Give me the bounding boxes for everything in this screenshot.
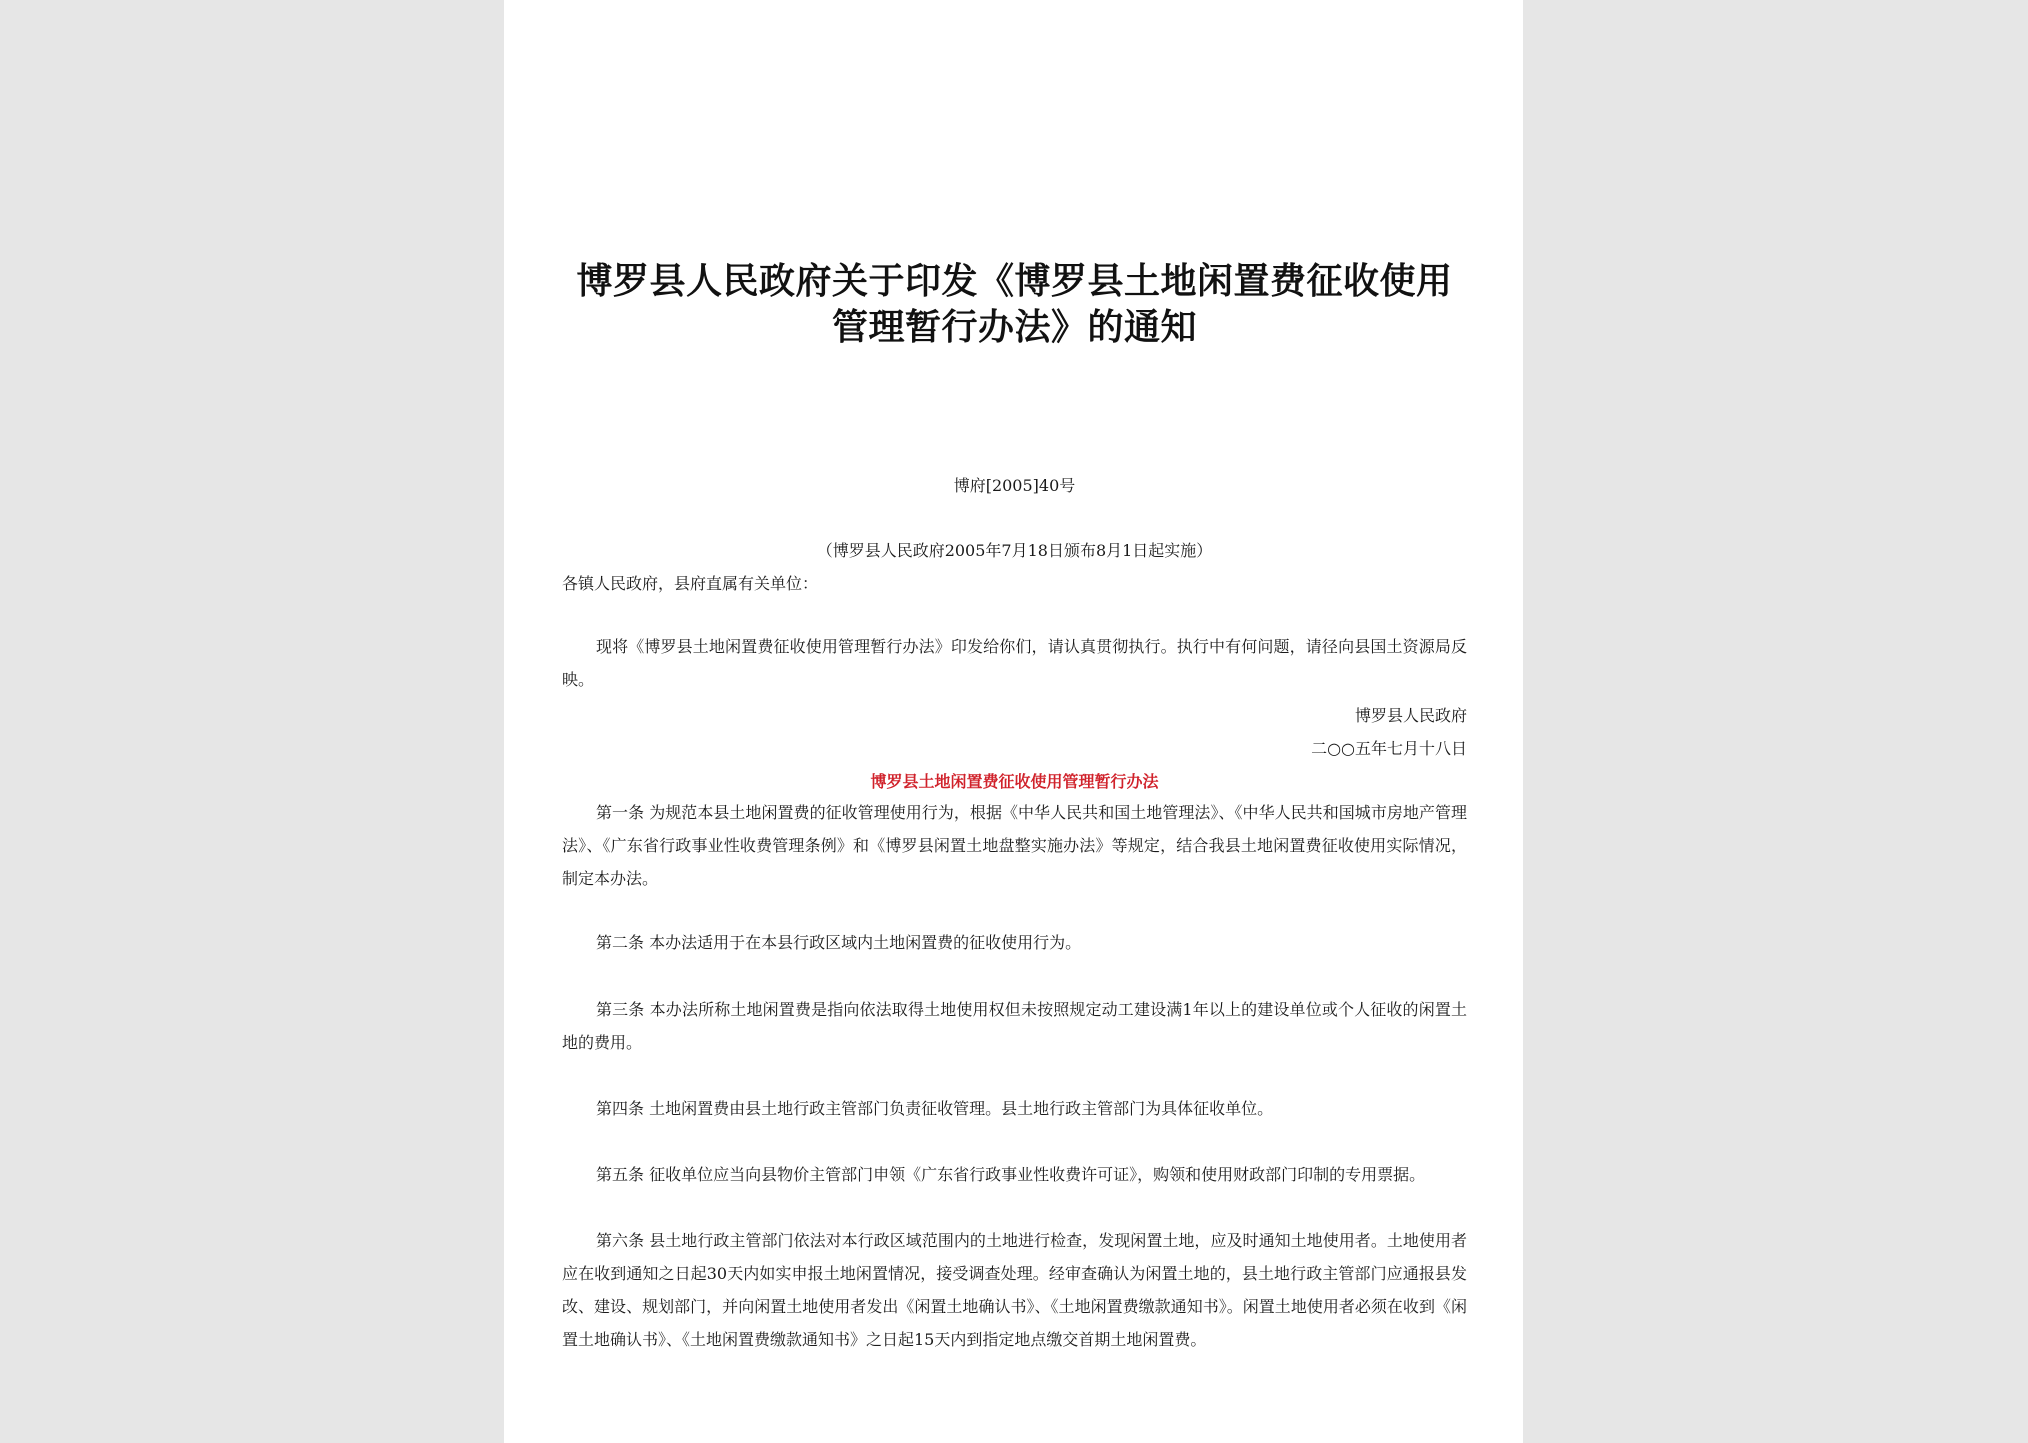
article-2: 第二条 本办法适用于在本县行政区域内土地闲置费的征收使用行为。: [596, 933, 1082, 952]
salutation: 各镇人民政府，县府直属有关单位：: [562, 574, 819, 593]
article-5: 第五条 征收单位应当向县物价主管部门申领《广东省行政事业性收费许可证》，购领和使用财政部门印制的专用票据。: [596, 1165, 1426, 1184]
signature-org: 博罗县人民政府: [1354, 706, 1467, 725]
article-3: 第三条 本办法所称土地闲置费是指向依法取得土地使用权但未按照规定动工建设满1年以上的建设单位或个人征收的闲置土地的费用。: [562, 1000, 1467, 1052]
document-title: [562, 258, 1467, 350]
signature-date: 二○○五年七月十八日: [1311, 739, 1467, 758]
document-number: 博府[2005]40号: [953, 476, 1076, 495]
measures-title: 博罗县土地闲置费征收使用管理暂行办法: [870, 772, 1159, 791]
title-line-2: 管理暂行办法》的通知: [831, 306, 1197, 348]
issued-note: （博罗县人民政府2005年7月18日颁布8月1日起实施）: [816, 541, 1213, 560]
body-intro: 现将《博罗县土地闲置费征收使用管理暂行办法》印发给你们，请认真贯彻执行。执行中有何问题，请径向县国土资源局反映。: [562, 637, 1467, 689]
title-line-1: 博罗县人民政府关于印发《博罗县土地闲置费征收使用: [576, 260, 1453, 302]
document-page: [504, 0, 1523, 1443]
article-6: 第六条 县土地行政主管部门依法对本行政区域范围内的土地进行检查，发现闲置土地，应及时通知土地使用者。土地使用者应在收到通知之日起30天内如实申报土地闲置情况，接受调查处理。经审查确认为闲置土地的，县土地行政主管部门应通报县发改、建设、规划部门，并向闲置土地使用者发出《闲置土地确认书》、《土地闲置费缴款通知书》。闲置土地使用者必须在收到《闲置土地确认书》、《土地闲置费缴款通知书》之日起15天内到指定地点缴交首期土地闲置费。: [562, 1231, 1467, 1349]
article-1: 第一条 为规范本县土地闲置费的征收管理使用行为，根据《中华人民共和国土地管理法》、《中华人民共和国城市房地产管理法》、《广东省行政事业性收费管理条例》和《博罗县闲置土地盘整实施办法》等规定，结合我县土地闲置费征收使用实际情况，制定本办法。: [562, 803, 1467, 888]
article-4: 第四条 土地闲置费由县土地行政主管部门负责征收管理。县土地行政主管部门为具体征收单位。: [596, 1099, 1274, 1118]
